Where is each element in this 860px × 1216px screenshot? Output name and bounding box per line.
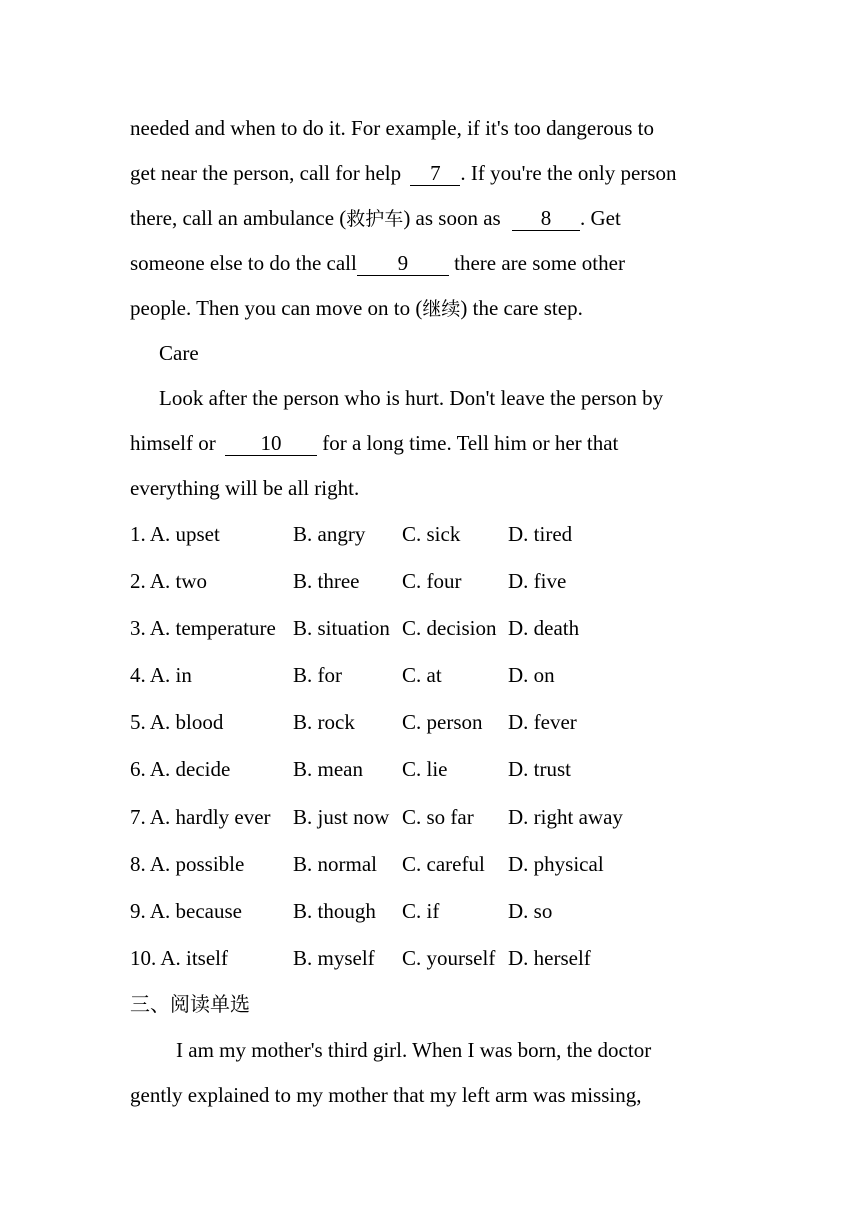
option-a[interactable]: 8. A. possible [130, 852, 245, 876]
text: there are some other [448, 251, 625, 275]
question-row-7 [130, 803, 750, 831]
heading-care: Care [159, 341, 199, 365]
passage-line [130, 1081, 642, 1109]
cjk-gloss: 救护车 [346, 208, 404, 230]
option-c[interactable]: C. lie [402, 757, 448, 781]
question-row-2 [130, 567, 750, 595]
option-b[interactable]: B. for [293, 663, 342, 687]
option-d[interactable]: D. five [508, 569, 567, 593]
passage-line [130, 159, 676, 187]
section-heading: 三、阅读单选 [130, 992, 250, 1016]
option-c[interactable]: C. sick [402, 522, 461, 546]
blank-10[interactable]: 10 [225, 432, 317, 456]
option-a[interactable]: 3. A. temperature [130, 616, 276, 640]
passage-line [130, 294, 583, 323]
option-b[interactable]: B. situation [293, 616, 390, 640]
option-b[interactable]: B. mean [293, 757, 363, 781]
blank-9[interactable]: 9 [357, 252, 449, 276]
passage-line [130, 429, 618, 457]
text: get near the person, call for help [130, 161, 407, 185]
passage-line [130, 249, 625, 277]
option-a[interactable]: 1. A. upset [130, 522, 220, 546]
option-c[interactable]: C. four [402, 569, 462, 593]
text: Look after the person who is hurt. Don't leave the person by [159, 386, 664, 410]
option-b[interactable]: B. myself [293, 946, 375, 970]
option-a[interactable]: 6. A. decide [130, 757, 231, 781]
text: everything will be all right. [130, 476, 360, 500]
text: needed and when to do it. For example, if it's too dangerous to [130, 116, 655, 140]
option-a[interactable]: 10. A. itself [130, 946, 228, 970]
question-row-1 [130, 520, 750, 548]
option-c[interactable]: C. at [402, 663, 442, 687]
question-row-4 [130, 661, 750, 689]
text: gently explained to my mother that my left arm was missing, [130, 1083, 642, 1107]
text: . If you're the only person [460, 161, 677, 185]
option-d[interactable]: D. trust [508, 757, 571, 781]
option-c[interactable]: C. so far [402, 805, 474, 829]
option-b[interactable]: B. three [293, 569, 360, 593]
option-c[interactable]: C. careful [402, 852, 485, 876]
question-row-9 [130, 897, 750, 925]
option-d[interactable]: D. tired [508, 522, 573, 546]
option-c[interactable]: C. person [402, 710, 483, 734]
passage-line [130, 474, 359, 502]
question-row-3 [130, 614, 750, 642]
text: ) the care step. [460, 296, 583, 320]
option-a[interactable]: 2. A. two [130, 569, 208, 593]
option-a[interactable]: 5. A. blood [130, 710, 224, 734]
text: someone else to do the call [130, 251, 357, 275]
question-row-5 [130, 708, 750, 736]
option-b[interactable]: B. though [293, 899, 376, 923]
passage-line [130, 114, 654, 142]
option-c[interactable]: C. if [402, 899, 440, 923]
option-d[interactable]: D. right away [508, 805, 623, 829]
option-c[interactable]: C. yourself [402, 946, 496, 970]
option-d[interactable]: D. on [508, 663, 555, 687]
option-d[interactable]: D. fever [508, 710, 577, 734]
question-row-6 [130, 755, 750, 783]
option-b[interactable]: B. just now [293, 805, 390, 829]
blank-7[interactable]: 7 [410, 162, 460, 186]
passage-line [130, 204, 621, 233]
option-b[interactable]: B. angry [293, 522, 366, 546]
passage-line [159, 384, 663, 412]
option-d[interactable]: D. physical [508, 852, 604, 876]
option-d[interactable]: D. death [508, 616, 580, 640]
question-row-10 [130, 944, 750, 972]
text: . Get [579, 206, 621, 230]
option-b[interactable]: B. normal [293, 852, 377, 876]
option-a[interactable]: 9. A. because [130, 899, 242, 923]
text: for a long time. Tell him or her that [316, 431, 619, 455]
text: people. Then you can move on to ( [130, 296, 423, 320]
cjk-gloss: 继续 [422, 298, 461, 320]
option-c[interactable]: C. decision [402, 616, 497, 640]
option-a[interactable]: 4. A. in [130, 663, 192, 687]
text: ) as soon as [403, 206, 506, 230]
option-a[interactable]: 7. A. hardly ever [130, 805, 271, 829]
question-row-8 [130, 850, 750, 878]
option-b[interactable]: B. rock [293, 710, 355, 734]
passage-line [176, 1036, 651, 1064]
text: there, call an ambulance ( [130, 206, 347, 230]
option-d[interactable]: D. so [508, 899, 553, 923]
blank-8[interactable]: 8 [512, 207, 580, 231]
option-d[interactable]: D. herself [508, 946, 591, 970]
text: I am my mother's third girl. When I was born, the doctor [176, 1038, 652, 1062]
text: himself or [130, 431, 221, 455]
